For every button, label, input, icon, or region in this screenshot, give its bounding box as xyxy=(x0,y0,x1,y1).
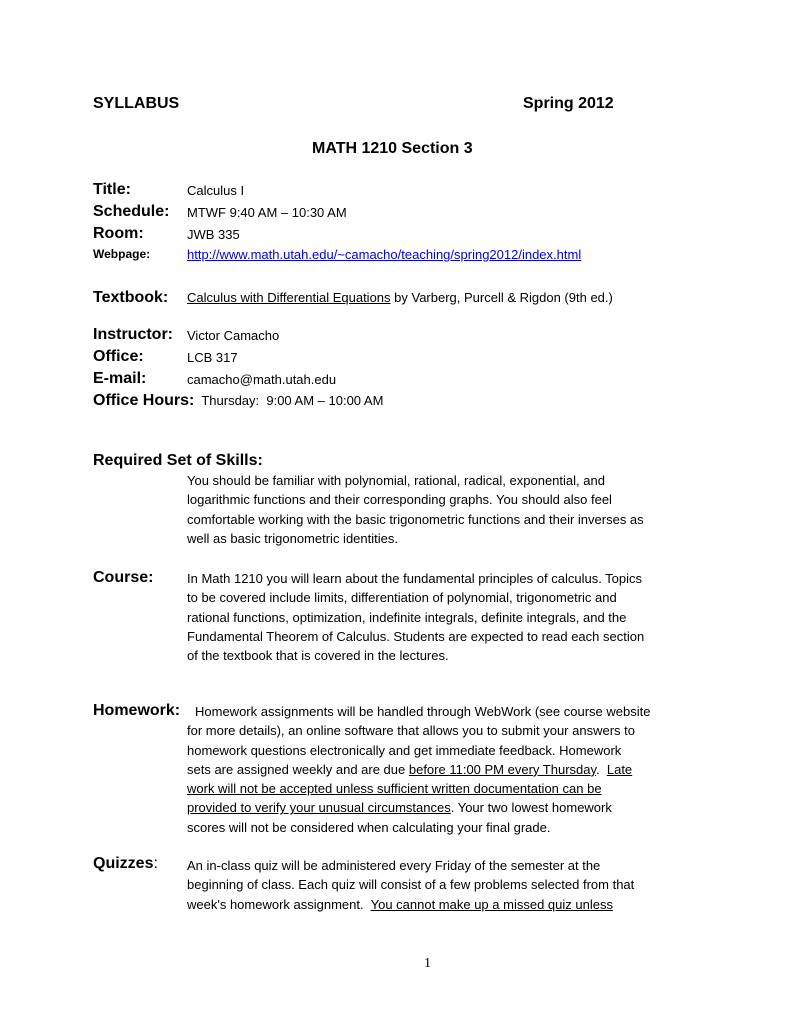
homework-lowest-scores: . Your two lowest homework xyxy=(450,800,612,816)
skills-line: well as basic trigonometric identities. xyxy=(187,530,398,546)
quizzes-colon: : xyxy=(153,855,158,872)
homework-punct: . xyxy=(596,761,607,777)
quizzes-heading-row xyxy=(93,855,158,873)
course-heading: Course: xyxy=(93,569,154,586)
textbook-title: Calculus with Differential Equations xyxy=(187,290,391,305)
skills-line: You should be familiar with polynomial, rational, radical, exponential, and xyxy=(187,473,605,488)
homework-line xyxy=(187,798,717,817)
homework-deadline: before 11:00 PM every Thursday xyxy=(408,761,597,777)
homework-line: homework questions electronically and get immediate feedback. Homework xyxy=(187,742,622,758)
room-label: Room: xyxy=(93,225,144,242)
course-line: In Math 1210 you will learn about the fundamental principles of calculus. Topics xyxy=(187,571,643,586)
office-hours-label: Office Hours: xyxy=(93,392,195,409)
homework-line xyxy=(187,760,717,779)
textbook-label: Textbook: xyxy=(93,289,169,306)
email-value: camacho@math.utah.edu xyxy=(187,372,337,387)
office-hours-row xyxy=(93,392,383,410)
course-line: of the textbook that is covered in the lectures. xyxy=(187,648,449,664)
schedule-value: MTWF 9:40 AM – 10:30 AM xyxy=(187,205,347,220)
homework-line: Homework assignments will be handled through WebWork (see course website xyxy=(195,704,651,719)
quizzes-line: An in-class quiz will be administered every Friday of the semester at the xyxy=(187,858,601,873)
skills-heading: Required Set of Skills: xyxy=(93,452,263,469)
textbook-authors: by Varberg, Purcell & Rigdon (9th ed.) xyxy=(390,290,613,305)
schedule-label: Schedule: xyxy=(93,203,170,220)
doc-heading-course: MATH 1210 Section 3 xyxy=(312,140,473,157)
instructor-value: Victor Camacho xyxy=(187,328,280,343)
textbook-value xyxy=(187,290,613,305)
doc-heading-syllabus: SYLLABUS xyxy=(93,95,180,112)
quizzes-line3-intro: week's homework assignment. xyxy=(187,896,371,912)
skills-line: logarithmic functions and their corresponding graphs. You should also feel xyxy=(187,492,612,508)
course-line: Fundamental Theorem of Calculus. Students are expected to read each section xyxy=(187,628,645,644)
email-label: E-mail: xyxy=(93,370,147,387)
homework-heading: Homework: xyxy=(93,702,181,719)
homework-due-intro: sets are assigned weekly and are due xyxy=(187,761,409,777)
title-label: Title: xyxy=(93,181,131,198)
homework-late-policy-start: Late xyxy=(606,761,633,777)
webpage-label: Webpage: xyxy=(93,247,151,261)
course-line: to be covered include limits, differentiation of polynomial, trigonometric and xyxy=(187,590,617,606)
doc-heading-term: Spring 2012 xyxy=(523,95,614,112)
webpage-link[interactable]: http://www.math.utah.edu/~camacho/teaching/spring2012/index.html xyxy=(187,247,582,262)
office-label: Office: xyxy=(93,348,144,365)
homework-line: for more details), an online software that allows you to submit your answers to xyxy=(187,723,635,739)
homework-line xyxy=(187,779,717,798)
office-value: LCB 317 xyxy=(187,350,238,365)
skills-line: comfortable working with the basic trigonometric functions and their inverses as xyxy=(187,511,644,527)
homework-late-policy-end: provided to verify your unusual circumstances xyxy=(187,800,451,816)
course-paragraph xyxy=(187,569,707,665)
title-value: Calculus I xyxy=(187,183,245,198)
homework-paragraph xyxy=(187,702,717,837)
skills-paragraph xyxy=(187,471,707,548)
quizzes-line xyxy=(187,895,707,914)
quizzes-line: beginning of class. Each quiz will consist of a few problems selected from that xyxy=(187,877,635,893)
homework-late-policy: work will not be accepted unless sufficient written documentation can be xyxy=(187,781,602,797)
office-hours-value: Thursday: 9:00 AM – 10:00 AM xyxy=(194,393,384,408)
quizzes-paragraph xyxy=(187,856,707,914)
quizzes-heading: Quizzes xyxy=(93,855,154,872)
instructor-label: Instructor: xyxy=(93,326,173,343)
quizzes-makeup-policy: You cannot make up a missed quiz unless xyxy=(370,896,613,912)
room-value: JWB 335 xyxy=(187,227,240,242)
homework-line: scores will not be considered when calculating your final grade. xyxy=(187,819,551,835)
course-line: rational functions, optimization, indefinite integrals, definite integrals, and the xyxy=(187,609,627,625)
page-number: 1 xyxy=(424,956,431,971)
